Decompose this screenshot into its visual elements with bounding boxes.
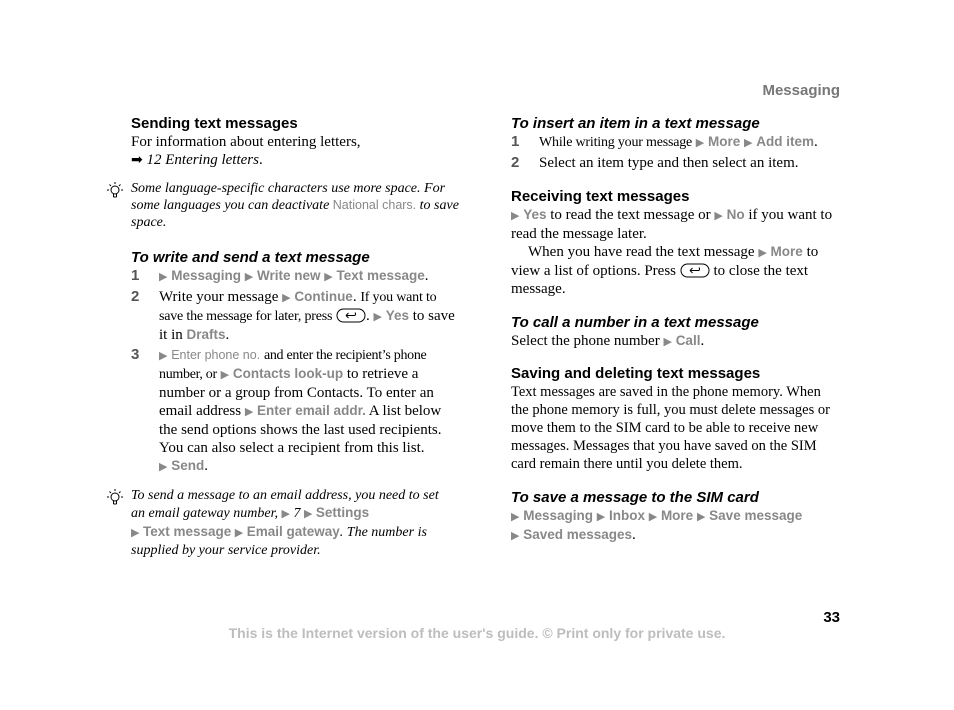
heading-saving: Saving and deleting text messages [511,365,761,382]
step-1: 1 ▶ Messaging ▶ Write new ▶ Text message. [131,267,429,284]
right-column [511,115,841,545]
arrow-right-icon: ▶ [324,271,333,283]
back-key-icon [680,263,710,278]
menu-save-message[interactable]: Save message [709,508,803,523]
step-3: 3 ▶ Enter phone no. and enter the recipient’s phone number, or ▶ Contacts look-up to retrieve a number or a group from Contacts. To enter an email address ▶ Enter email addr. A list below the send options shows the last used recipients. You can also select a recipient from this list. ▶ Send. [131,346,442,474]
menu-national-chars[interactable]: National chars. [332,198,417,212]
insert-step-2: 2 Select an item type and then select an item. [511,154,799,171]
heading-sending: Sending text messages [131,115,298,132]
save-sim-path: ▶ Messaging ▶ Inbox ▶ More ▶ Save message ▶ Saved messages. [511,508,803,543]
menu-messaging[interactable]: Messaging [523,508,593,523]
lightbulb-tip-icon [106,488,124,508]
receiving-text: ▶ Yes to read the text message or ▶ No if you want to read the message later. [511,207,833,242]
lightbulb-tip-icon [106,181,124,201]
back-key-icon [336,308,366,323]
menu-more[interactable]: More [770,244,803,259]
menu-send[interactable]: Send [171,458,205,473]
menu-drafts[interactable]: Drafts [186,327,226,342]
heading-call: To call a number in a text message [511,314,759,331]
ref-arrow-icon: ➡ [131,152,143,168]
left-column [131,115,461,169]
saving-text: Text messages are saved in the phone memory. When the phone memory is full, you must delete messages or move them to the SIM card to be able to receive new messages. Messages that you have saved on the SIM card remain there until you delete them. [511,384,830,472]
menu-enter-phone[interactable]: Enter phone no. [171,348,261,362]
footer-notice: This is the Internet version of the user's guide. © Print only for private use. [228,625,726,641]
menu-more[interactable]: More [708,134,741,149]
menu-add-item[interactable]: Add item [756,134,815,149]
heading-receiving: Receiving text messages [511,188,690,205]
page-number: 33 [823,609,840,626]
menu-text-message[interactable]: Text message [142,524,232,539]
menu-call[interactable]: Call [675,333,701,348]
menu-more[interactable]: More [660,508,694,523]
insert-step-1: 1 While writing your message ▶ More ▶ Add item. [511,133,818,150]
step-2: 2 Write your message ▶ Continue. If you want to save the message for later, press . ▶ Yes to save it in Drafts. [131,288,455,343]
heading-insert: To insert an item in a text message [511,115,760,132]
sending-text: For information about entering letters, ➡ 12 Entering letters. [131,134,361,168]
menu-contacts-lookup[interactable]: Contacts look-up [232,366,344,381]
menu-continue[interactable]: Continue [294,289,353,304]
menu-settings[interactable]: Settings [315,505,370,520]
menu-email-gateway[interactable]: Email gateway [246,524,340,539]
menu-saved-messages[interactable]: Saved messages [523,527,633,542]
arrow-right-icon: ▶ [244,271,254,283]
write-section [131,249,461,476]
ref-link[interactable]: 12 Entering letters [146,152,259,168]
tip-language: Some language-specific characters use more space. For some languages you can deactivate National chars. to save space. [131,181,459,230]
tip-email: To send a message to an email address, you need to set an email gateway number, ▶ 7 ▶ Settings ▶ Text message ▶ Email gateway. The number is supplied by your service provider. [131,488,439,558]
menu-no[interactable]: No [726,207,745,222]
menu-text-message[interactable]: Text message [336,268,425,283]
menu-messaging[interactable]: Messaging [171,268,241,283]
arrow-right-icon: ▶ [159,271,168,283]
menu-yes[interactable]: Yes [523,207,547,222]
call-text: Select the phone number ▶ Call. [511,333,705,349]
menu-inbox[interactable]: Inbox [608,508,645,523]
section-header: Messaging [762,82,840,99]
menu-enter-email[interactable]: Enter email addr. [257,403,366,418]
menu-write-new[interactable]: Write new [256,268,321,283]
menu-yes[interactable]: Yes [385,308,409,323]
heading-write: To write and send a text message [131,249,370,266]
receiving-text-2: When you have read the text message ▶ More to view a list of options. Press to close the text message. [511,244,819,297]
heading-save-sim: To save a message to the SIM card [511,489,759,506]
